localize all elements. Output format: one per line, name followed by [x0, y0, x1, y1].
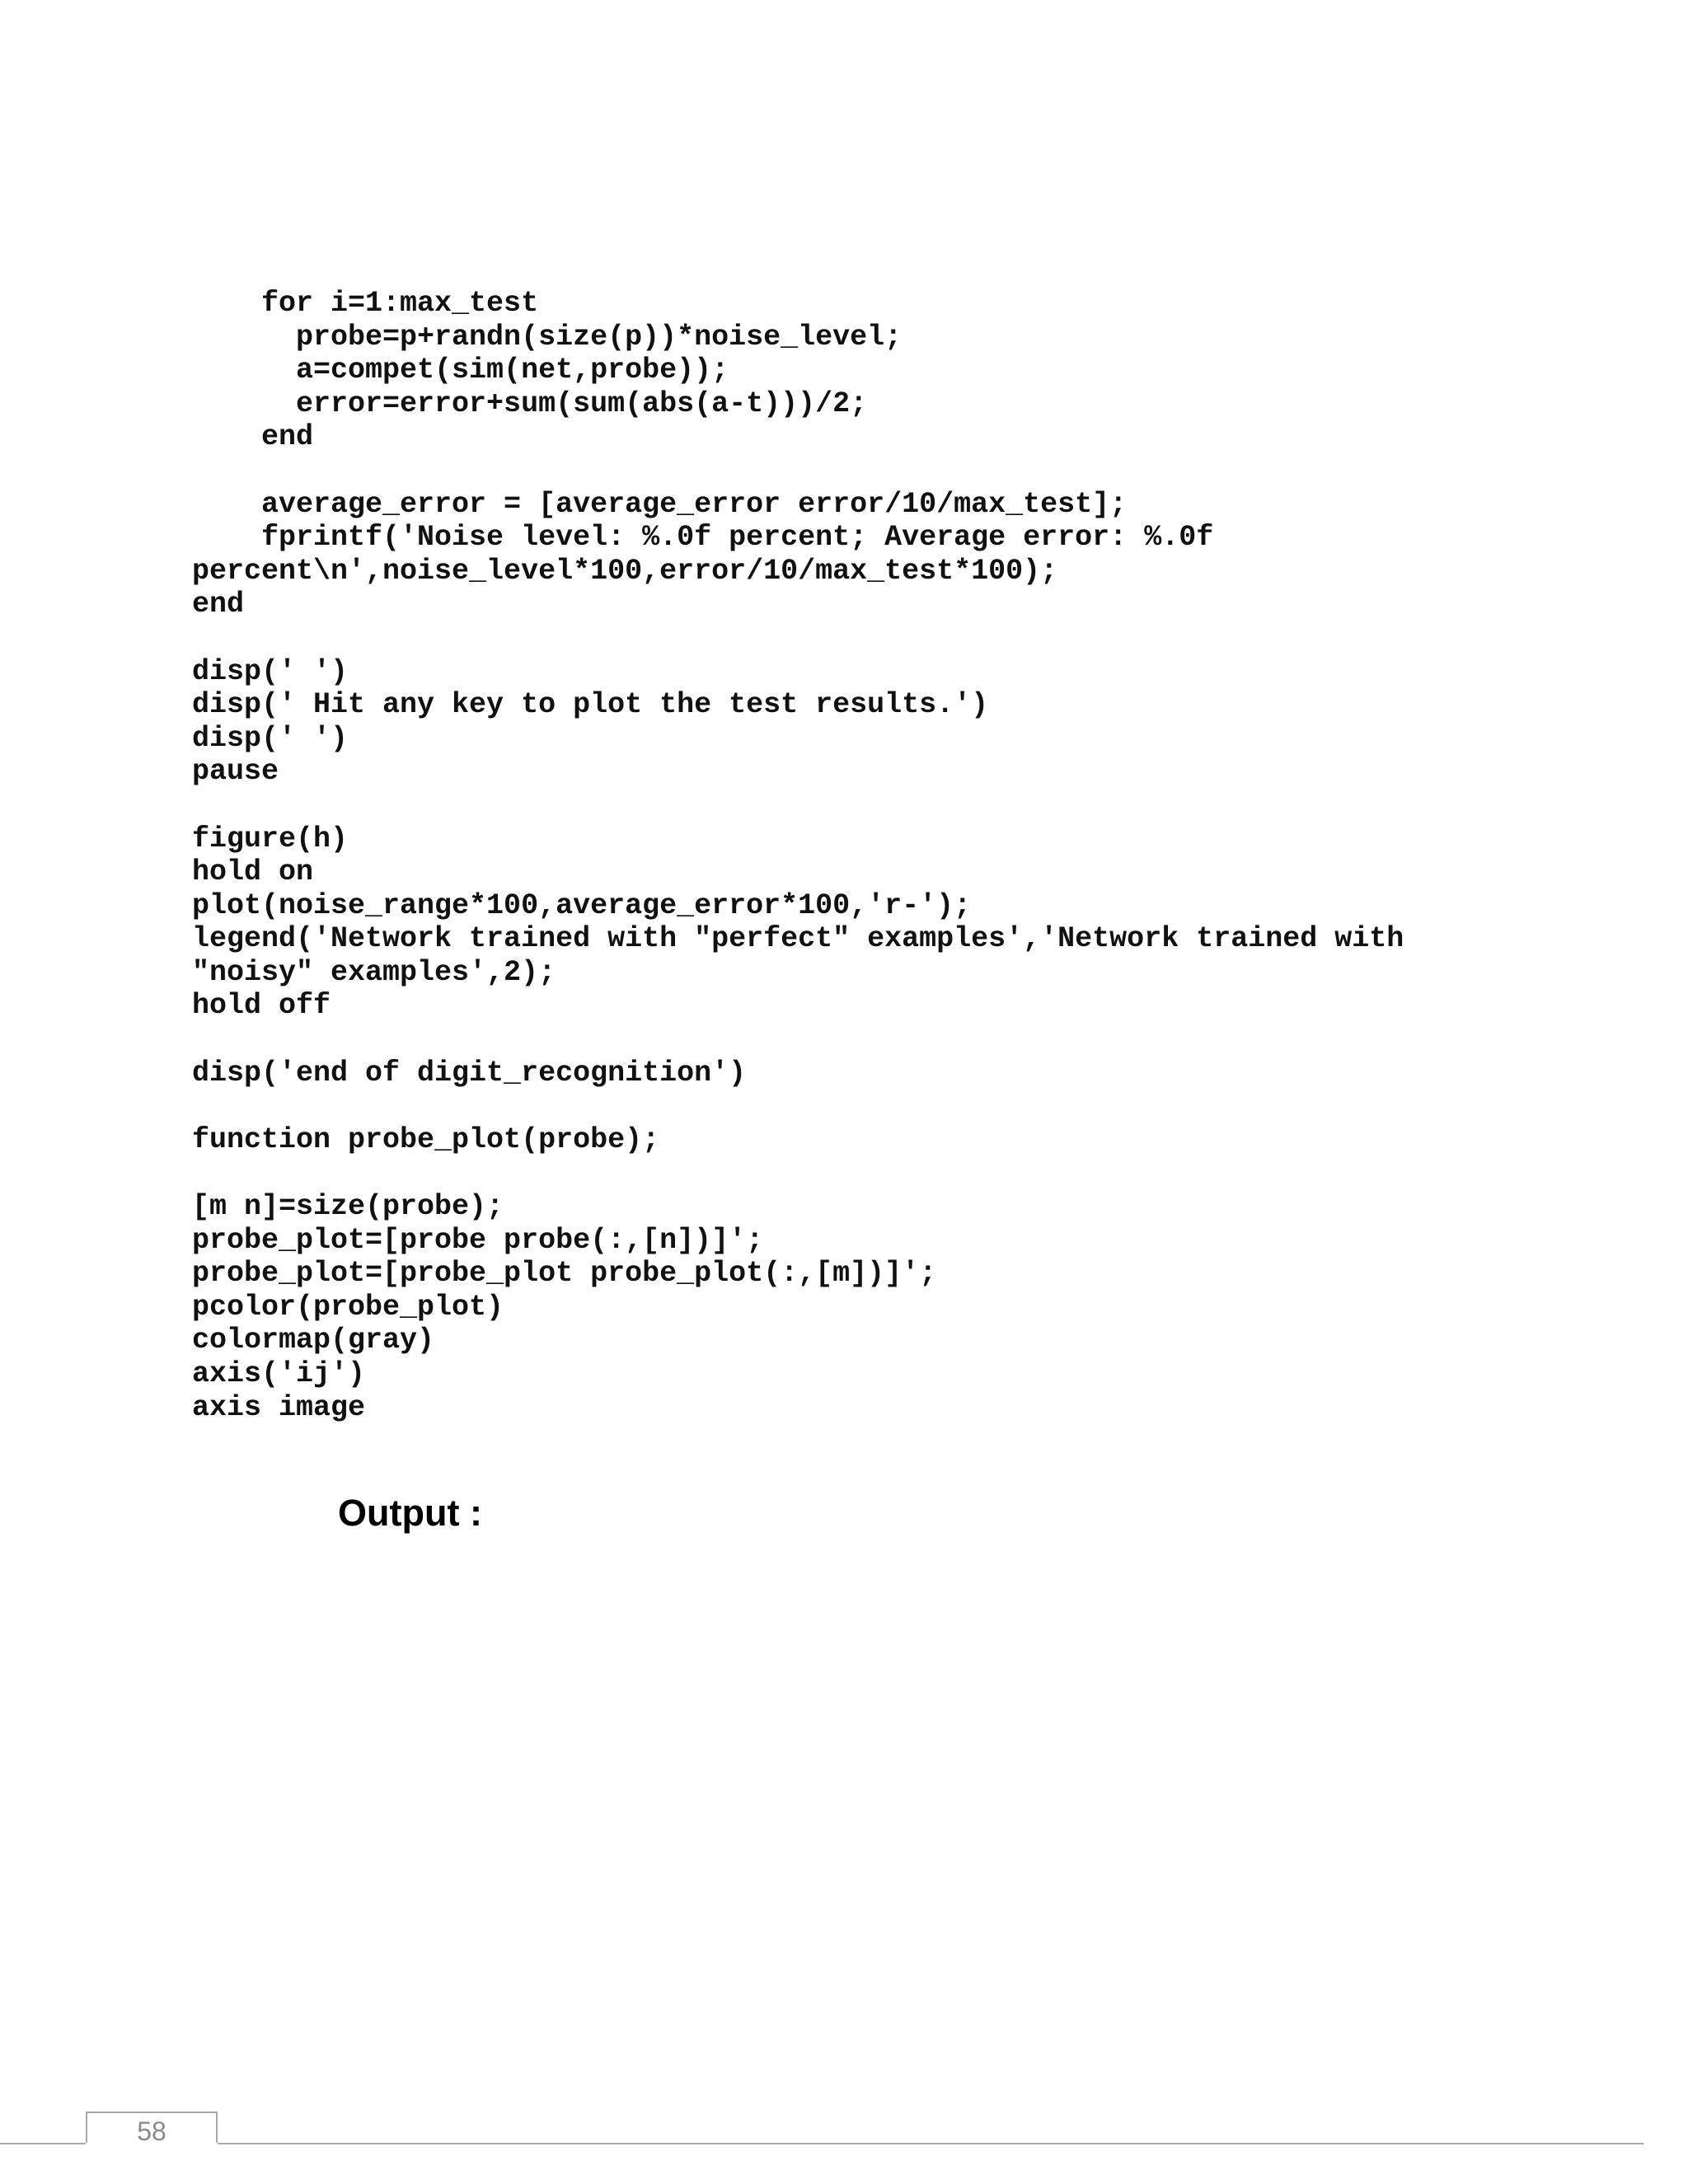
code-line: axis('ij'): [192, 1357, 366, 1390]
code-line: legend('Network trained with "perfect" examples','Network trained with: [192, 922, 1404, 956]
code-line: percent\n',noise_level*100,error/10/max_test*100);: [192, 554, 1058, 588]
code-line: fprintf('Noise level: %.0f percent; Average error: %.0f: [192, 521, 1214, 555]
output-heading: Output :: [338, 1492, 482, 1534]
code-line: plot(noise_range*100,average_error*100,'r-');: [192, 888, 972, 922]
code-line: [192, 1023, 1511, 1057]
code-line: probe=p+randn(size(p))*noise_level;: [192, 320, 903, 354]
code-line: hold on: [192, 855, 314, 889]
code-line: hold off: [192, 989, 331, 1023]
code-line: function probe_plot(probe);: [192, 1122, 660, 1156]
code-line: [m n]=size(probe);: [192, 1190, 504, 1224]
code-line: error=error+sum(sum(abs(a-t)))/2;: [192, 387, 868, 420]
code-line: probe_plot=[probe_plot probe_plot(:,[m])]';: [192, 1257, 937, 1291]
code-line: [192, 1156, 1511, 1190]
code-line: pause: [192, 755, 279, 789]
code-line: disp(' '): [192, 654, 349, 688]
page-number: 58: [86, 2111, 218, 2143]
footer-rule-right: [218, 2143, 1643, 2144]
code-line: figure(h): [192, 822, 349, 855]
code-line: "noisy" examples',2);: [192, 955, 556, 989]
code-listing: [192, 287, 1511, 1424]
code-line: axis image: [192, 1390, 366, 1424]
code-line: average_error = [average_error error/10/max_test];: [192, 487, 1128, 521]
code-line: pcolor(probe_plot): [192, 1290, 504, 1324]
code-line: end: [192, 588, 245, 621]
code-line: disp(' '): [192, 721, 349, 755]
code-line: disp(' Hit any key to plot the test results.'): [192, 688, 989, 722]
code-line: end: [192, 420, 314, 454]
code-line: [192, 454, 1511, 488]
code-line: disp('end of digit_recognition'): [192, 1056, 747, 1090]
code-line: colormap(gray): [192, 1324, 435, 1357]
code-line: probe_plot=[probe probe(:,[n])]';: [192, 1223, 764, 1257]
code-line: [192, 1090, 1511, 1123]
code-line: [192, 621, 1511, 655]
code-line: for i=1:max_test: [192, 287, 539, 320]
code-line: a=compet(sim(net,probe));: [192, 354, 729, 387]
footer-rule-left: [0, 2143, 86, 2144]
code-line: [192, 789, 1511, 823]
